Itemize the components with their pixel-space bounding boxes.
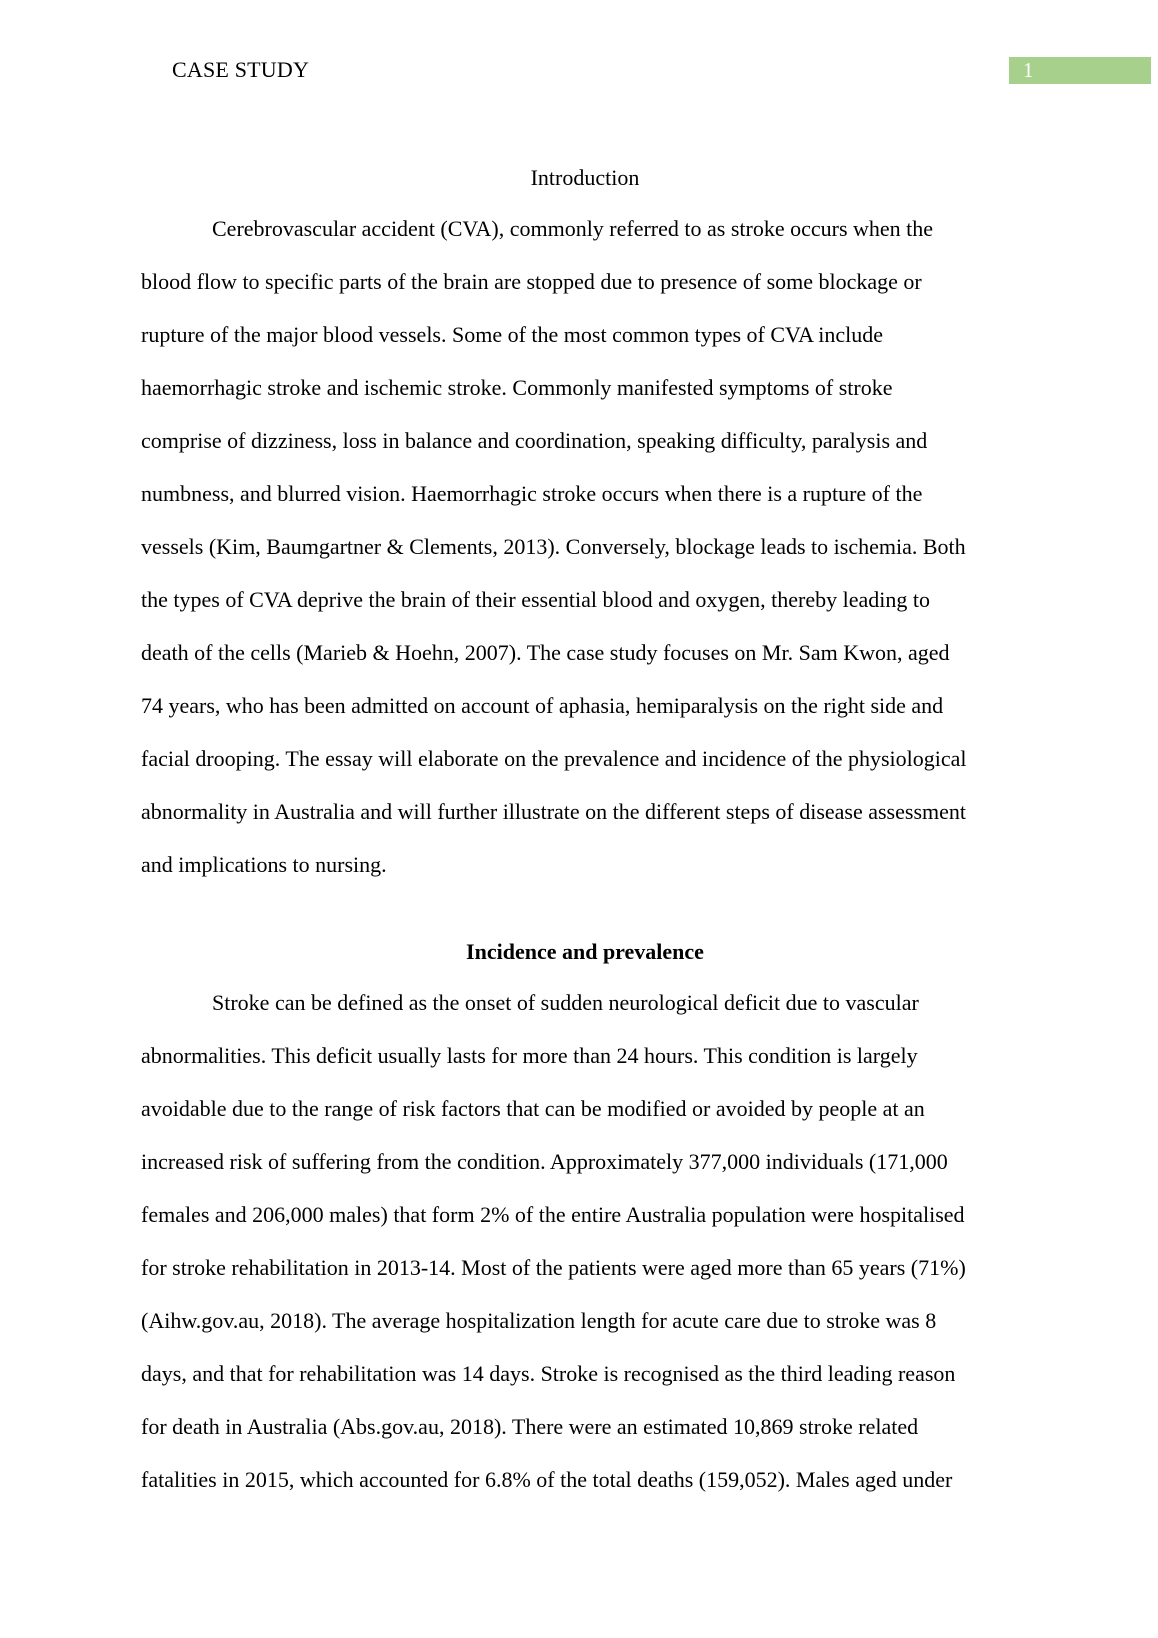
paragraph-line: rupture of the major blood vessels. Some of the most common types of CVA include <box>141 322 883 347</box>
paragraph-line: comprise of dizziness, loss in balance and coordination, speaking difficulty, paralysis and <box>141 428 928 453</box>
paragraph-line: haemorrhagic stroke and ischemic stroke. Commonly manifested symptoms of stroke <box>141 375 893 400</box>
paragraph-line: vessels (Kim, Baumgartner & Clements, 2013). Conversely, blockage leads to ischemia. Both <box>141 534 966 559</box>
paragraph-line: days, and that for rehabilitation was 14 days. Stroke is recognised as the third leading reason <box>141 1361 956 1386</box>
running-head: CASE STUDY <box>172 57 310 82</box>
paragraph-line: fatalities in 2015, which accounted for 6.8% of the total deaths (159,052). Males aged under <box>141 1467 953 1492</box>
paragraph-line: 74 years, who has been admitted on account of aphasia, hemiparalysis on the right side and <box>141 693 944 718</box>
paragraph-line: abnormalities. This deficit usually lasts for more than 24 hours. This condition is largely <box>141 1043 918 1068</box>
section-heading-incidence: Incidence and prevalence <box>466 939 704 964</box>
paragraph-line: the types of CVA deprive the brain of their essential blood and oxygen, thereby leading to <box>141 587 930 612</box>
paragraph-line: for stroke rehabilitation in 2013-14. Most of the patients were aged more than 65 years (71%) <box>141 1255 966 1280</box>
paragraph-line: and implications to nursing. <box>141 852 387 877</box>
paragraph-line: abnormality in Australia and will further illustrate on the different steps of disease assessment <box>141 799 966 824</box>
paragraph-line: (Aihw.gov.au, 2018). The average hospitalization length for acute care due to stroke was 8 <box>141 1308 937 1333</box>
paragraph-line: facial drooping. The essay will elaborate on the prevalence and incidence of the physiological <box>141 746 967 771</box>
section-heading-introduction: Introduction <box>530 165 640 190</box>
paragraph-line: avoidable due to the range of risk factors that can be modified or avoided by people at an <box>141 1096 925 1121</box>
page-number: 1 <box>1023 58 1034 82</box>
page-number-badge <box>1009 57 1151 84</box>
paragraph-line: death of the cells (Marieb & Hoehn, 2007). The case study focuses on Mr. Sam Kwon, aged <box>141 640 950 665</box>
paragraph-line: for death in Australia (Abs.gov.au, 2018). There were an estimated 10,869 stroke related <box>141 1414 919 1439</box>
paragraph-line: Cerebrovascular accident (CVA), commonly referred to as stroke occurs when the <box>212 216 934 241</box>
paragraph-line: numbness, and blurred vision. Haemorrhagic stroke occurs when there is a rupture of the <box>141 481 923 506</box>
paragraph-line: blood flow to specific parts of the brain are stopped due to presence of some blockage or <box>141 269 922 294</box>
paragraph-line: increased risk of suffering from the condition. Approximately 377,000 individuals (171,000 <box>141 1149 948 1174</box>
paragraph-line: females and 206,000 males) that form 2% of the entire Australia population were hospitalised <box>141 1202 965 1227</box>
paragraph-line: Stroke can be defined as the onset of sudden neurological deficit due to vascular <box>212 990 919 1015</box>
